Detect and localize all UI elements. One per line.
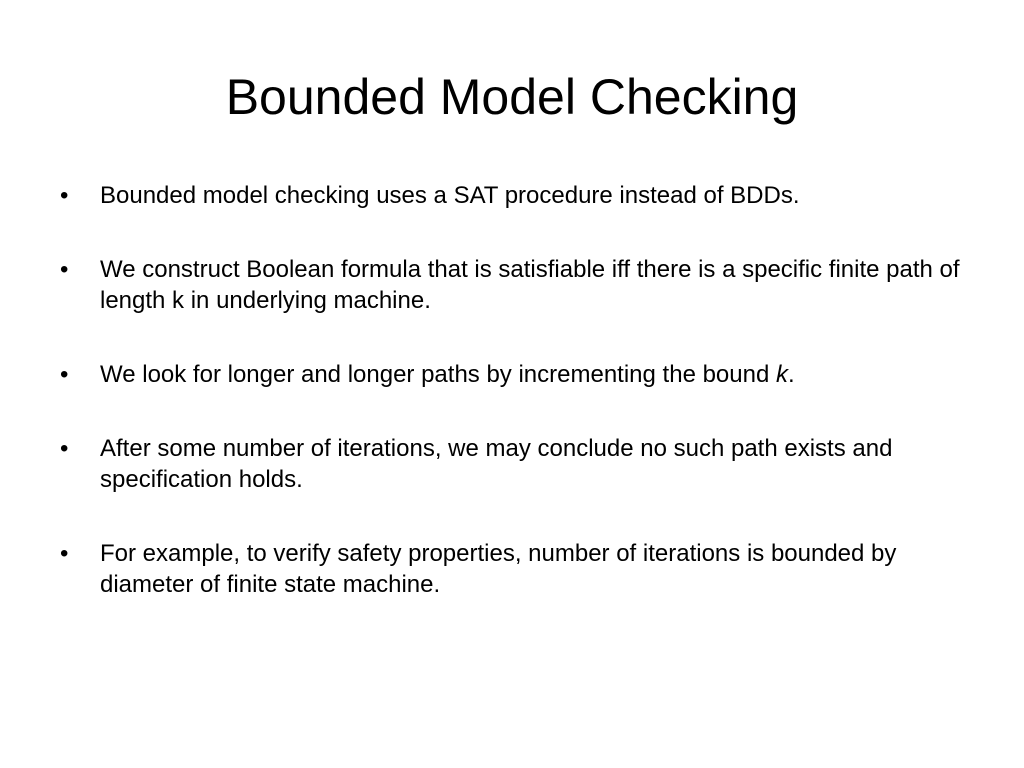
bullet-text-part: . [787, 361, 795, 388]
bullet-text: After some number of iterations, we may conclude no such path exists and specification holds. [100, 435, 893, 493]
bullet-dot-icon: • [60, 361, 69, 388]
slide-title: Bounded Model Checking [225, 69, 799, 125]
bullet-text: For example, to verify safety properties, number of iterations is bounded by diameter of finite state machine. [100, 540, 897, 598]
bullet-dot-icon: • [60, 540, 69, 567]
bullet-dot-icon: • [60, 182, 69, 209]
bullet-text: We construct Boolean formula that is satisfiable iff there is a specific finite path of length k in underlying machine. [100, 256, 960, 314]
bullet-text-italic-k: k [775, 361, 788, 388]
bullet-item [60, 359, 960, 390]
bullet-dot-icon: • [60, 256, 69, 283]
bullet-text [100, 361, 795, 388]
bullet-item [60, 254, 960, 316]
bullet-item [60, 433, 960, 495]
bullet-text-part: We look for longer and longer paths by incrementing the bound [100, 361, 776, 388]
bullet-item [60, 538, 960, 600]
bullet-text: Bounded model checking uses a SAT procedure instead of BDDs. [100, 182, 800, 209]
bullet-item [60, 180, 960, 211]
bullet-dot-icon: • [60, 435, 69, 462]
bullet-list [60, 180, 960, 643]
